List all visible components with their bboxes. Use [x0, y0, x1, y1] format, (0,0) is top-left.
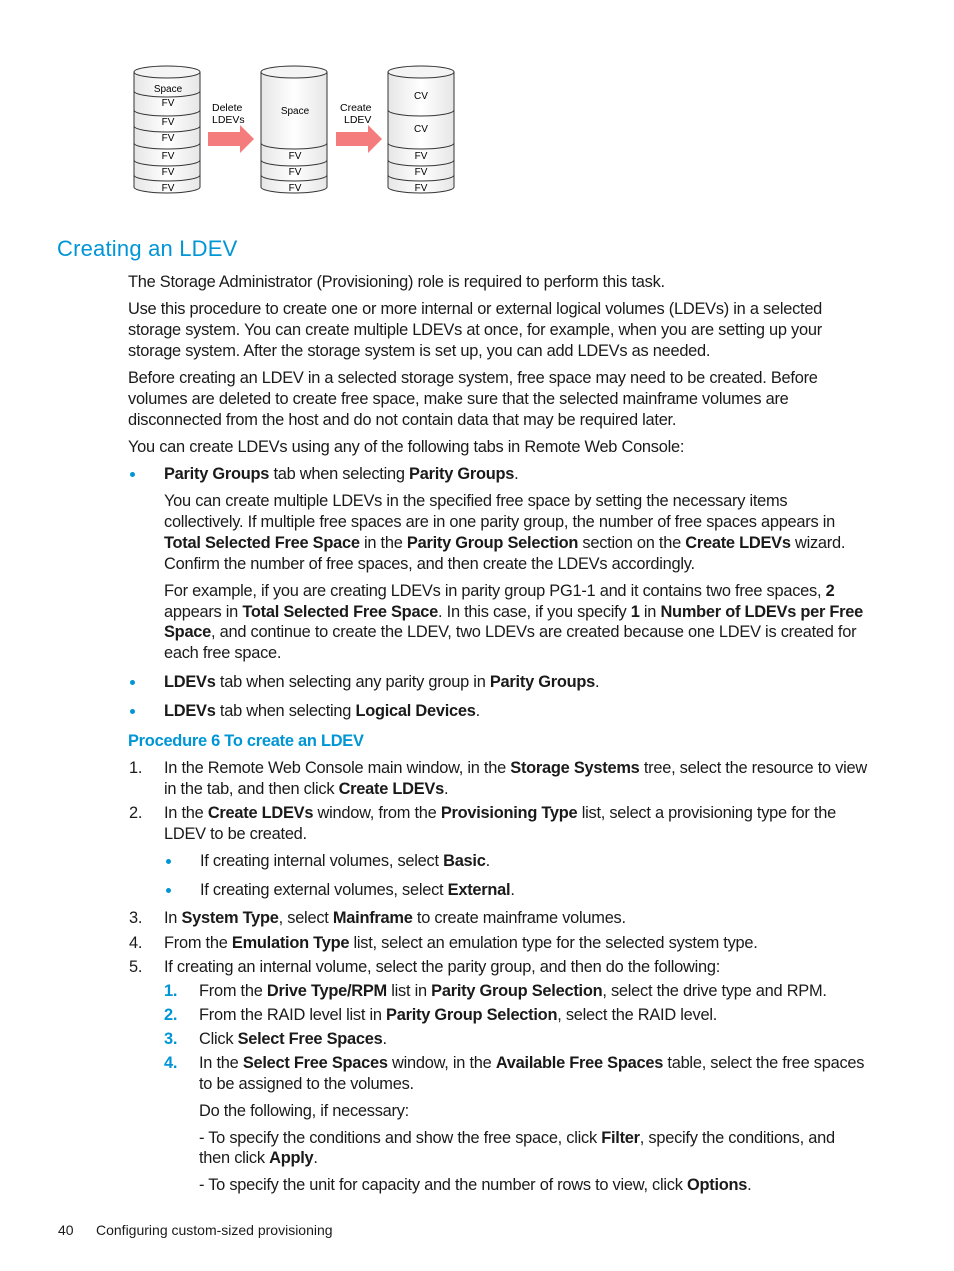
page-footer — [58, 1222, 333, 1238]
sub-step: 1. From the Drive Type/RPM list in Parity Group Selection, select the drive type and RPM. — [164, 981, 827, 1000]
arrow-create-ldev — [336, 102, 382, 153]
cyl1-label: FV — [161, 183, 175, 194]
procedure-title: Procedure 6 To create an LDEV — [128, 732, 364, 751]
cylinder-after-create — [388, 66, 454, 194]
list-item: If creating external volumes, select External. — [164, 880, 870, 901]
cylinder-before — [134, 66, 200, 194]
step: 4. From the Emulation Type list, select an emulation type for the selected system type. — [129, 933, 758, 952]
paragraph: - To specify the conditions and show the free space, click Filter, specify the conditions, and then click Apply. — [199, 1128, 835, 1168]
section-body — [128, 272, 870, 1199]
step: 3. In System Type, select Mainframe to create mainframe volumes. — [129, 909, 626, 928]
sub-step: 2. From the RAID level list in Parity Group Selection, select the RAID level. — [164, 1005, 718, 1024]
section-heading: Creating an LDEV — [57, 236, 238, 261]
arrow1-label-line1: Delete — [212, 102, 243, 114]
cyl3-label: CV — [414, 91, 428, 102]
ldev-space-diagram — [120, 62, 480, 202]
cyl1-label: FV — [161, 151, 175, 162]
cyl2-label: Space — [280, 106, 310, 117]
list-item: LDEVs tab when selecting any parity group in Parity Groups. — [128, 672, 870, 693]
step: 1. In the Remote Web Console main window, in the Storage Systems tree, select the resource to view in the tab, and then click Create LDEVs. — [129, 759, 867, 799]
arrow-delete-ldevs — [208, 102, 254, 153]
cyl1-label: FV — [161, 117, 175, 128]
cyl1-label: FV — [161, 133, 175, 144]
paragraph: - To specify the unit for capacity and the number of rows to view, click Options. — [199, 1176, 752, 1195]
cyl3-label: FV — [414, 167, 428, 178]
arrow2-label-line1: Create — [340, 102, 372, 114]
list-item: If creating internal volumes, select Basic. — [164, 851, 870, 872]
procedure-steps — [128, 758, 870, 1196]
paragraph: You can create LDEVs using any of the following tabs in Remote Web Console: — [128, 437, 685, 456]
arrow2-label-line2: LDEV — [344, 114, 372, 126]
sub-step: 3. Click Select Free Spaces. — [164, 1030, 387, 1048]
tab-options-list — [128, 464, 870, 722]
cylinder-after-delete — [261, 66, 327, 194]
cyl2-label: FV — [288, 167, 302, 178]
sub-steps — [164, 981, 870, 1196]
sub-step: 4. In the Select Free Spaces window, in the Available Free Spaces table, select the free spaces to be assigned to the volumes. Do the following, if necessary: - To specify the conditions and show the free space, click Filter, specify the conditions, and then click Apply. - To specify the unit for capacity and the number of rows to view, click Options. — [164, 1053, 870, 1196]
paragraph: You can create multiple LDEVs in the specified free space by setting the necessary items collectively. If multiple free spaces are in one parity group, the number of free spaces appears in Total Selected Free Space in the Parity Group Selection section on the Create LDEVs wizard. Confirm the number of free spaces, and then create the LDEVs accordingly. — [164, 492, 846, 573]
chapter-title: Configuring custom-sized provisioning — [96, 1222, 333, 1238]
cyl1-label: FV — [161, 167, 175, 178]
step: 5. If creating an internal volume, select the parity group, and then do the following: 1. From the Drive Type/RPM list in Parity Group Selection, select the drive type and RPM. 2. From the RAID level list in Parity Group Selection, select the RAID level. 3. Click Select Free Spaces. 4. In the Select Free Spaces window, in the Available Free Spaces table, select the free spaces to be assigned to the volumes. Do the following, if necessary: - To specify the conditions and show the free space, click Filter, specify the conditions, and then click Apply. - To specify the unit for capacity and the number of rows to view, click Options. — [128, 957, 870, 1196]
cyl1-label: Space — [153, 84, 183, 95]
sub-bullets — [164, 851, 870, 901]
cyl3-label: FV — [414, 183, 428, 194]
arrow1-label-line2: LDEVs — [212, 114, 245, 126]
paragraph: Do the following, if necessary: — [199, 1101, 409, 1120]
step: 2. In the Create LDEVs window, from the Provisioning Type list, select a provisioning type for the LDEV to be created. If creating internal volumes, select Basic. If creating external volumes, select External. — [128, 803, 870, 900]
cyl3-label: FV — [414, 151, 428, 162]
cyl2-label: FV — [288, 183, 302, 194]
paragraph: Use this procedure to create one or more internal or external logical volumes (LDEVs) in a selected storage system. You can create multiple LDEVs at once, for example, when you are setting up your storage system. After the storage system is set up, you can add LDEVs as needed. — [128, 300, 823, 360]
paragraph: For example, if you are creating LDEVs in parity group PG1-1 and it contains two free spaces, 2 appears in Total Selected Free Space. In this case, if you specify 1 in Number of LDEVs per Free Space, and continue to create the LDEV, two LDEVs are created because one LDEV is created for each free space. — [164, 581, 864, 663]
cyl2-label: FV — [288, 151, 302, 162]
list-item: LDEVs tab when selecting Logical Devices. — [128, 701, 870, 722]
list-item: Parity Groups tab when selecting Parity Groups. You can create multiple LDEVs in the specified free space by setting the necessary items collectively. If multiple free spaces are in one parity group, the number of free spaces appears in Total Selected Free Space in the Parity Group Selection section on the Create LDEVs wizard. Confirm the number of free spaces, and then create the LDEVs accordingly. For example, if you are creating LDEVs in parity group PG1-1 and it contains two free spaces, 2 appears in Total Selected Free Space. In this case, if you specify 1 in Number of LDEVs per Free Space, and continue to create the LDEV, two LDEVs are created because one LDEV is created for each free space. — [128, 464, 870, 664]
cyl3-label: CV — [414, 124, 428, 135]
page-number: 40 — [58, 1222, 74, 1238]
paragraph: The Storage Administrator (Provisioning) role is required to perform this task. — [128, 273, 665, 291]
cyl1-label: FV — [161, 98, 175, 109]
paragraph: Before creating an LDEV in a selected storage system, free space may need to be created. Before volumes are deleted to create free space, make sure that the selected mainframe volumes are disconnected from the host and do not contain data that may be required later. — [128, 368, 818, 429]
